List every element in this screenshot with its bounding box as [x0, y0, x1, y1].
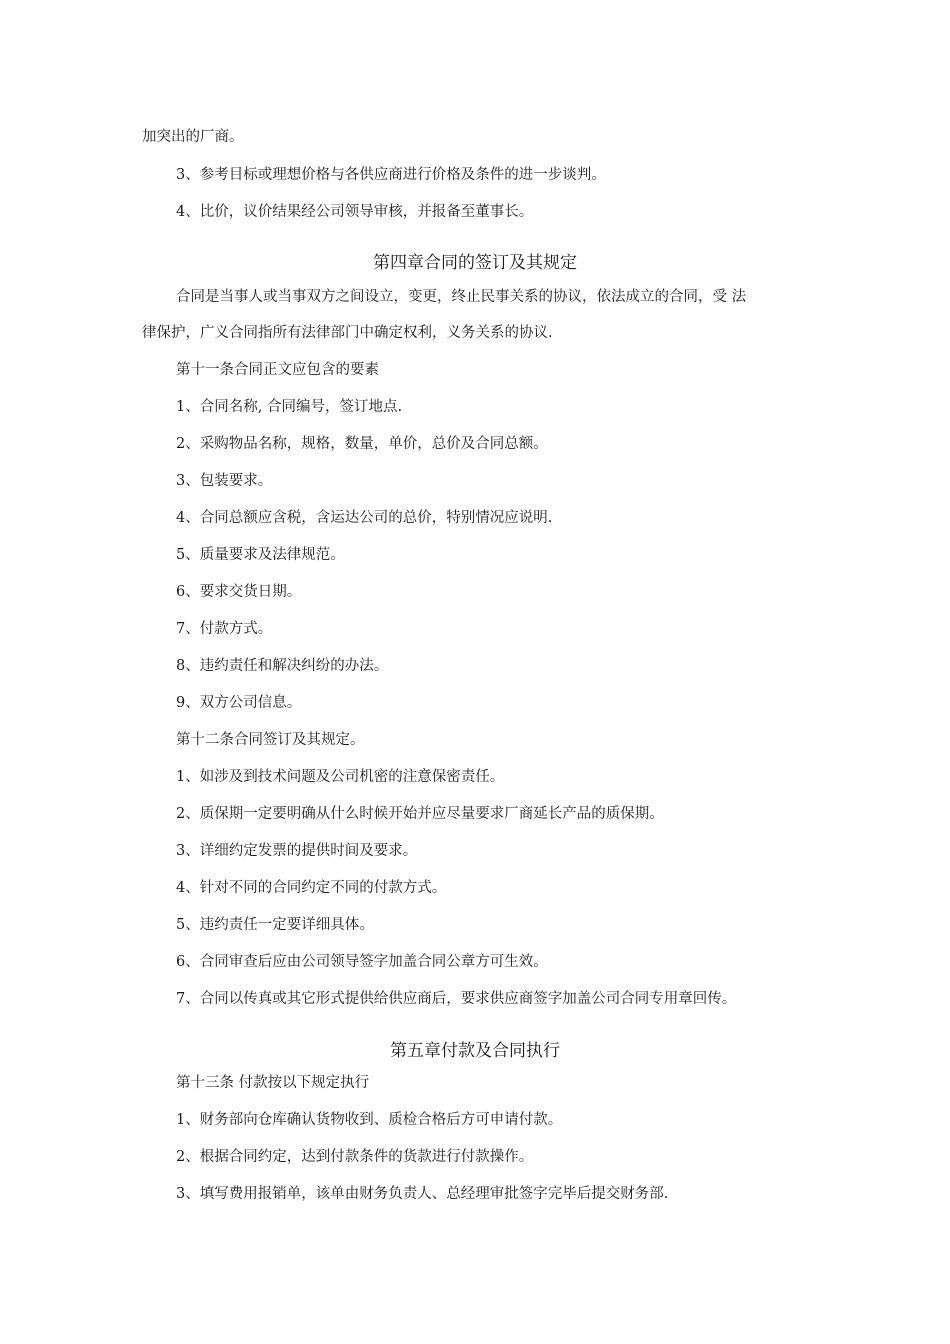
list-item: 6、要求交货日期。 [176, 584, 302, 600]
list-item: 3、填写费用报销单，该单由财务负责人、总经理审批签字完毕后提交财务部. [176, 1186, 669, 1202]
list-item: 1、如涉及到技术问题及公司机密的注意保密责任。 [176, 769, 505, 785]
list-item: 4、比价，议价结果经公司领导审核，并报备至董事长。 [176, 204, 534, 220]
list-item: 2、根据合同约定，达到付款条件的货款进行付款操作。 [176, 1149, 534, 1165]
chapter-heading: 第四章合同的签订及其规定 [373, 253, 577, 273]
list-item: 2、质保期一定要明确从什么时候开始并应尽量要求厂商延长产品的质保期。 [176, 806, 664, 822]
article-title: 第十三条 付款按以下规定执行 [176, 1075, 370, 1091]
list-item: 3、详细约定发票的提供时间及要求。 [176, 843, 418, 859]
list-item: 9、双方公司信息。 [176, 695, 302, 711]
list-item: 7、付款方式。 [176, 621, 273, 637]
list-item: 5、违约责任一定要详细具体。 [176, 917, 374, 933]
chapter-heading: 第五章付款及合同执行 [390, 1041, 560, 1061]
paragraph-line: 律保护，广义合同指所有法律部门中确定权利，义务关系的协议. [142, 325, 553, 341]
list-item: 5、质量要求及法律规范。 [176, 547, 345, 563]
list-item: 2、采购物品名称，规格，数量，单价，总价及合同总额。 [176, 436, 548, 452]
paragraph-line: 合同是当事人或当事双方之间设立，变更，终止民事关系的协议，依法成立的合同，受 法 [176, 289, 747, 305]
list-item: 3、包装要求。 [176, 473, 273, 489]
article-title: 第十一条合同正文应包含的要素 [176, 362, 379, 378]
list-item: 7、合同以传真或其它形式提供给供应商后，要求供应商签字加盖公司合同专用章回传。 [176, 991, 737, 1007]
list-item: 6、合同审查后应由公司领导签字加盖合同公章方可生效。 [176, 954, 548, 970]
list-item: 4、合同总额应含税，含运达公司的总价，特别情况应说明. [176, 510, 553, 526]
list-item: 1、合同名称, 合同编号，签订地点. [176, 399, 403, 415]
list-item: 4、针对不同的合同约定不同的付款方式。 [176, 880, 447, 896]
paragraph-line: 加突出的厂商。 [142, 129, 244, 145]
article-title: 第十二条合同签订及其规定。 [176, 732, 365, 748]
list-item: 8、违约责任和解决纠纷的办法。 [176, 658, 389, 674]
list-item: 3、参考目标或理想价格与各供应商进行价格及条件的进一步谈判。 [176, 167, 606, 183]
list-item: 1、财务部向仓库确认货物收到、质检合格后方可申请付款。 [176, 1112, 563, 1128]
